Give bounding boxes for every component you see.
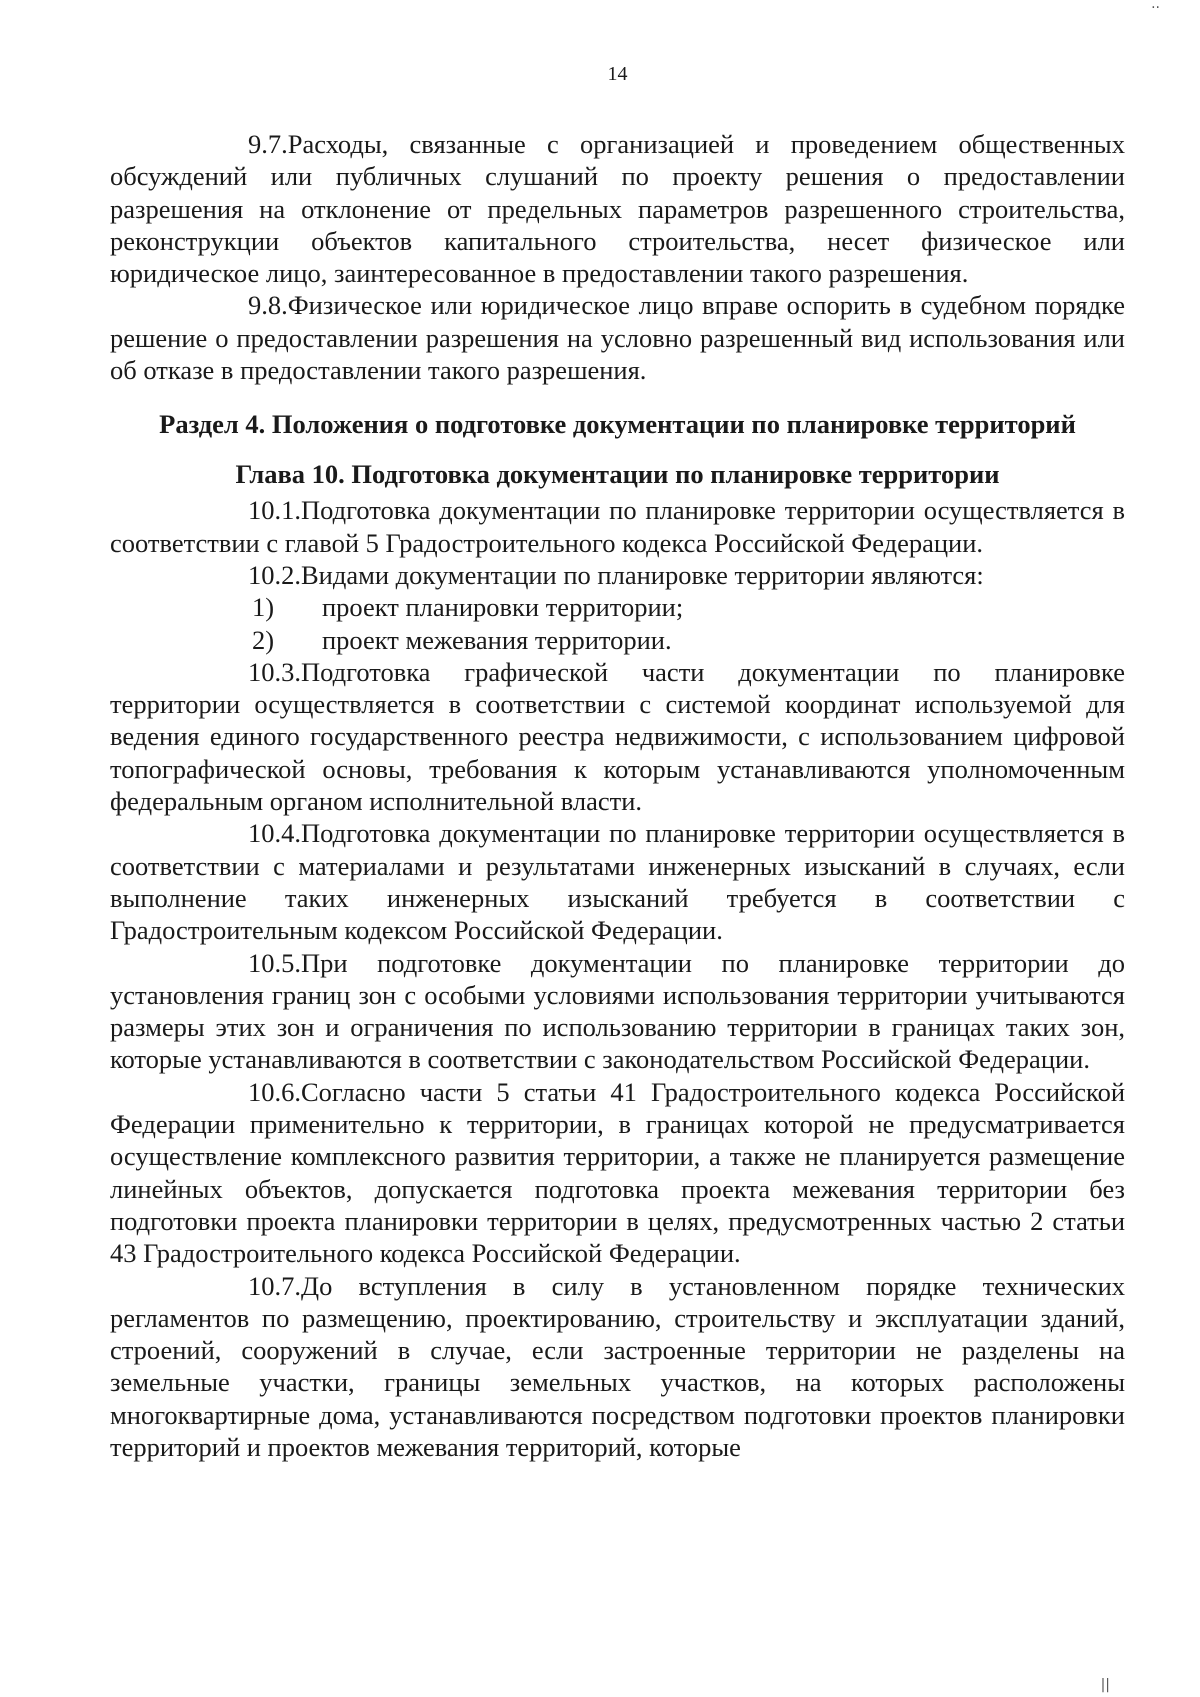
scan-mark-bottom: || — [1100, 1677, 1110, 1693]
paragraph-number: 10.3. — [248, 656, 301, 687]
paragraph-number: 9.8. — [248, 290, 288, 321]
scan-mark-top: .. — [1151, 0, 1160, 12]
list-item — [110, 624, 1125, 656]
list-item-text: проект планировки территории; — [322, 592, 684, 623]
paragraph-text: При подготовке документации по планировке территории до установления границ зон с особыми условиями использования территории учитываются размеры этих зон и ограничения по использованию территории в границах таких зон, которые устанавливаются в соответствии с законодательством Российской Федерации. — [110, 947, 1125, 1075]
paragraph-number: 10.1. — [248, 495, 301, 526]
list-item-number: 1) — [252, 592, 275, 623]
paragraph-text: Подготовка графической части документации по планировке территории осуществляется в соответствии с системой координат используемой для ведения единого государственного реестра недвижимости, с использованием цифровой топографической основы, требования к которым устанавливаются уполномоченным федеральным органом исполнительной власти. — [110, 656, 1125, 817]
paragraph-10-6 — [110, 1076, 1125, 1270]
paragraph-text: Согласно части 5 статьи 41 Градостроительного кодекса Российской Федерации применительно к территории, в границах которой не предусматривается осуществление комплексного развития территории, а также не планируется размещение линейных объектов, допускается подготовка проекта межевания территории без подготовки проекта планировки территории в целях, предусмотренных частью 2 статьи 43 Градостроительного кодекса Российской Федерации. — [110, 1076, 1125, 1269]
paragraph-text: Расходы, связанные с организацией и проведением общественных обсуждений или публичных слушаний по проекту решения о предоставлении разрешения на отклонение от предельных параметров разрешенного строительства, реконструкции объектов капитального строительства, несет физическое или юридическое лицо, заинтересованное в предоставлении такого разрешения. — [110, 129, 1125, 289]
paragraph-number: 10.4. — [248, 818, 301, 849]
list-item-number: 2) — [252, 624, 275, 655]
paragraph-text: Подготовка документации по планировке территории осуществляется в соответствии с главой 5 Градостроительного кодекса Российской Федерации. — [110, 495, 1125, 558]
paragraph-10-1 — [110, 494, 1125, 559]
chapter-title: Глава 10. Подготовка документации по планировке территории — [235, 459, 1000, 490]
paragraph-number: 10.5. — [248, 947, 301, 978]
paragraph-9-8 — [110, 289, 1125, 386]
paragraph-text: Физическое или юридическое лицо вправе оспорить в судебном порядке решение о предоставлении разрешения на условно разрешенный вид использования или об отказе в предоставлении такого разрешения. — [110, 290, 1125, 386]
paragraph-9-7 — [110, 128, 1125, 289]
paragraph-10-7 — [110, 1270, 1125, 1464]
paragraph-text: Видами документации по планировке территории являются: — [301, 559, 984, 590]
paragraph-number: 10.6. — [248, 1076, 301, 1107]
page-number: 14 — [607, 63, 628, 85]
paragraph-10-3 — [110, 656, 1125, 817]
section-title: Раздел 4. Положения о подготовке документации по планировке территорий — [159, 409, 1076, 440]
paragraph-10-5 — [110, 947, 1125, 1076]
paragraph-number: 10.2. — [248, 559, 301, 590]
list-item — [110, 591, 1125, 623]
paragraph-10-4 — [110, 817, 1125, 946]
paragraph-text: До вступления в силу в установленном порядке технических регламентов по размещению, проектированию, строительству и эксплуатации зданий, строений, сооружений в случае, если застроенные территории не разделены на земельные участки, границы земельных участков, на которых расположены многоквартирные дома, устанавливаются посредством подготовки проектов планировки территорий и проектов межевания территорий, которые — [110, 1270, 1125, 1462]
list-item-text: проект межевания территории. — [322, 624, 672, 655]
paragraph-10-2 — [110, 559, 1125, 591]
paragraph-text: Подготовка документации по планировке территории осуществляется в соответствии с материалами и результатами инженерных изысканий в случаях, если выполнение таких инженерных изысканий требуется в соответствии с Градостроительным кодексом Российской Федерации. — [110, 818, 1125, 946]
paragraph-number: 9.7. — [248, 129, 288, 159]
paragraph-number: 10.7. — [248, 1270, 301, 1301]
document-page — [110, 62, 1125, 1463]
